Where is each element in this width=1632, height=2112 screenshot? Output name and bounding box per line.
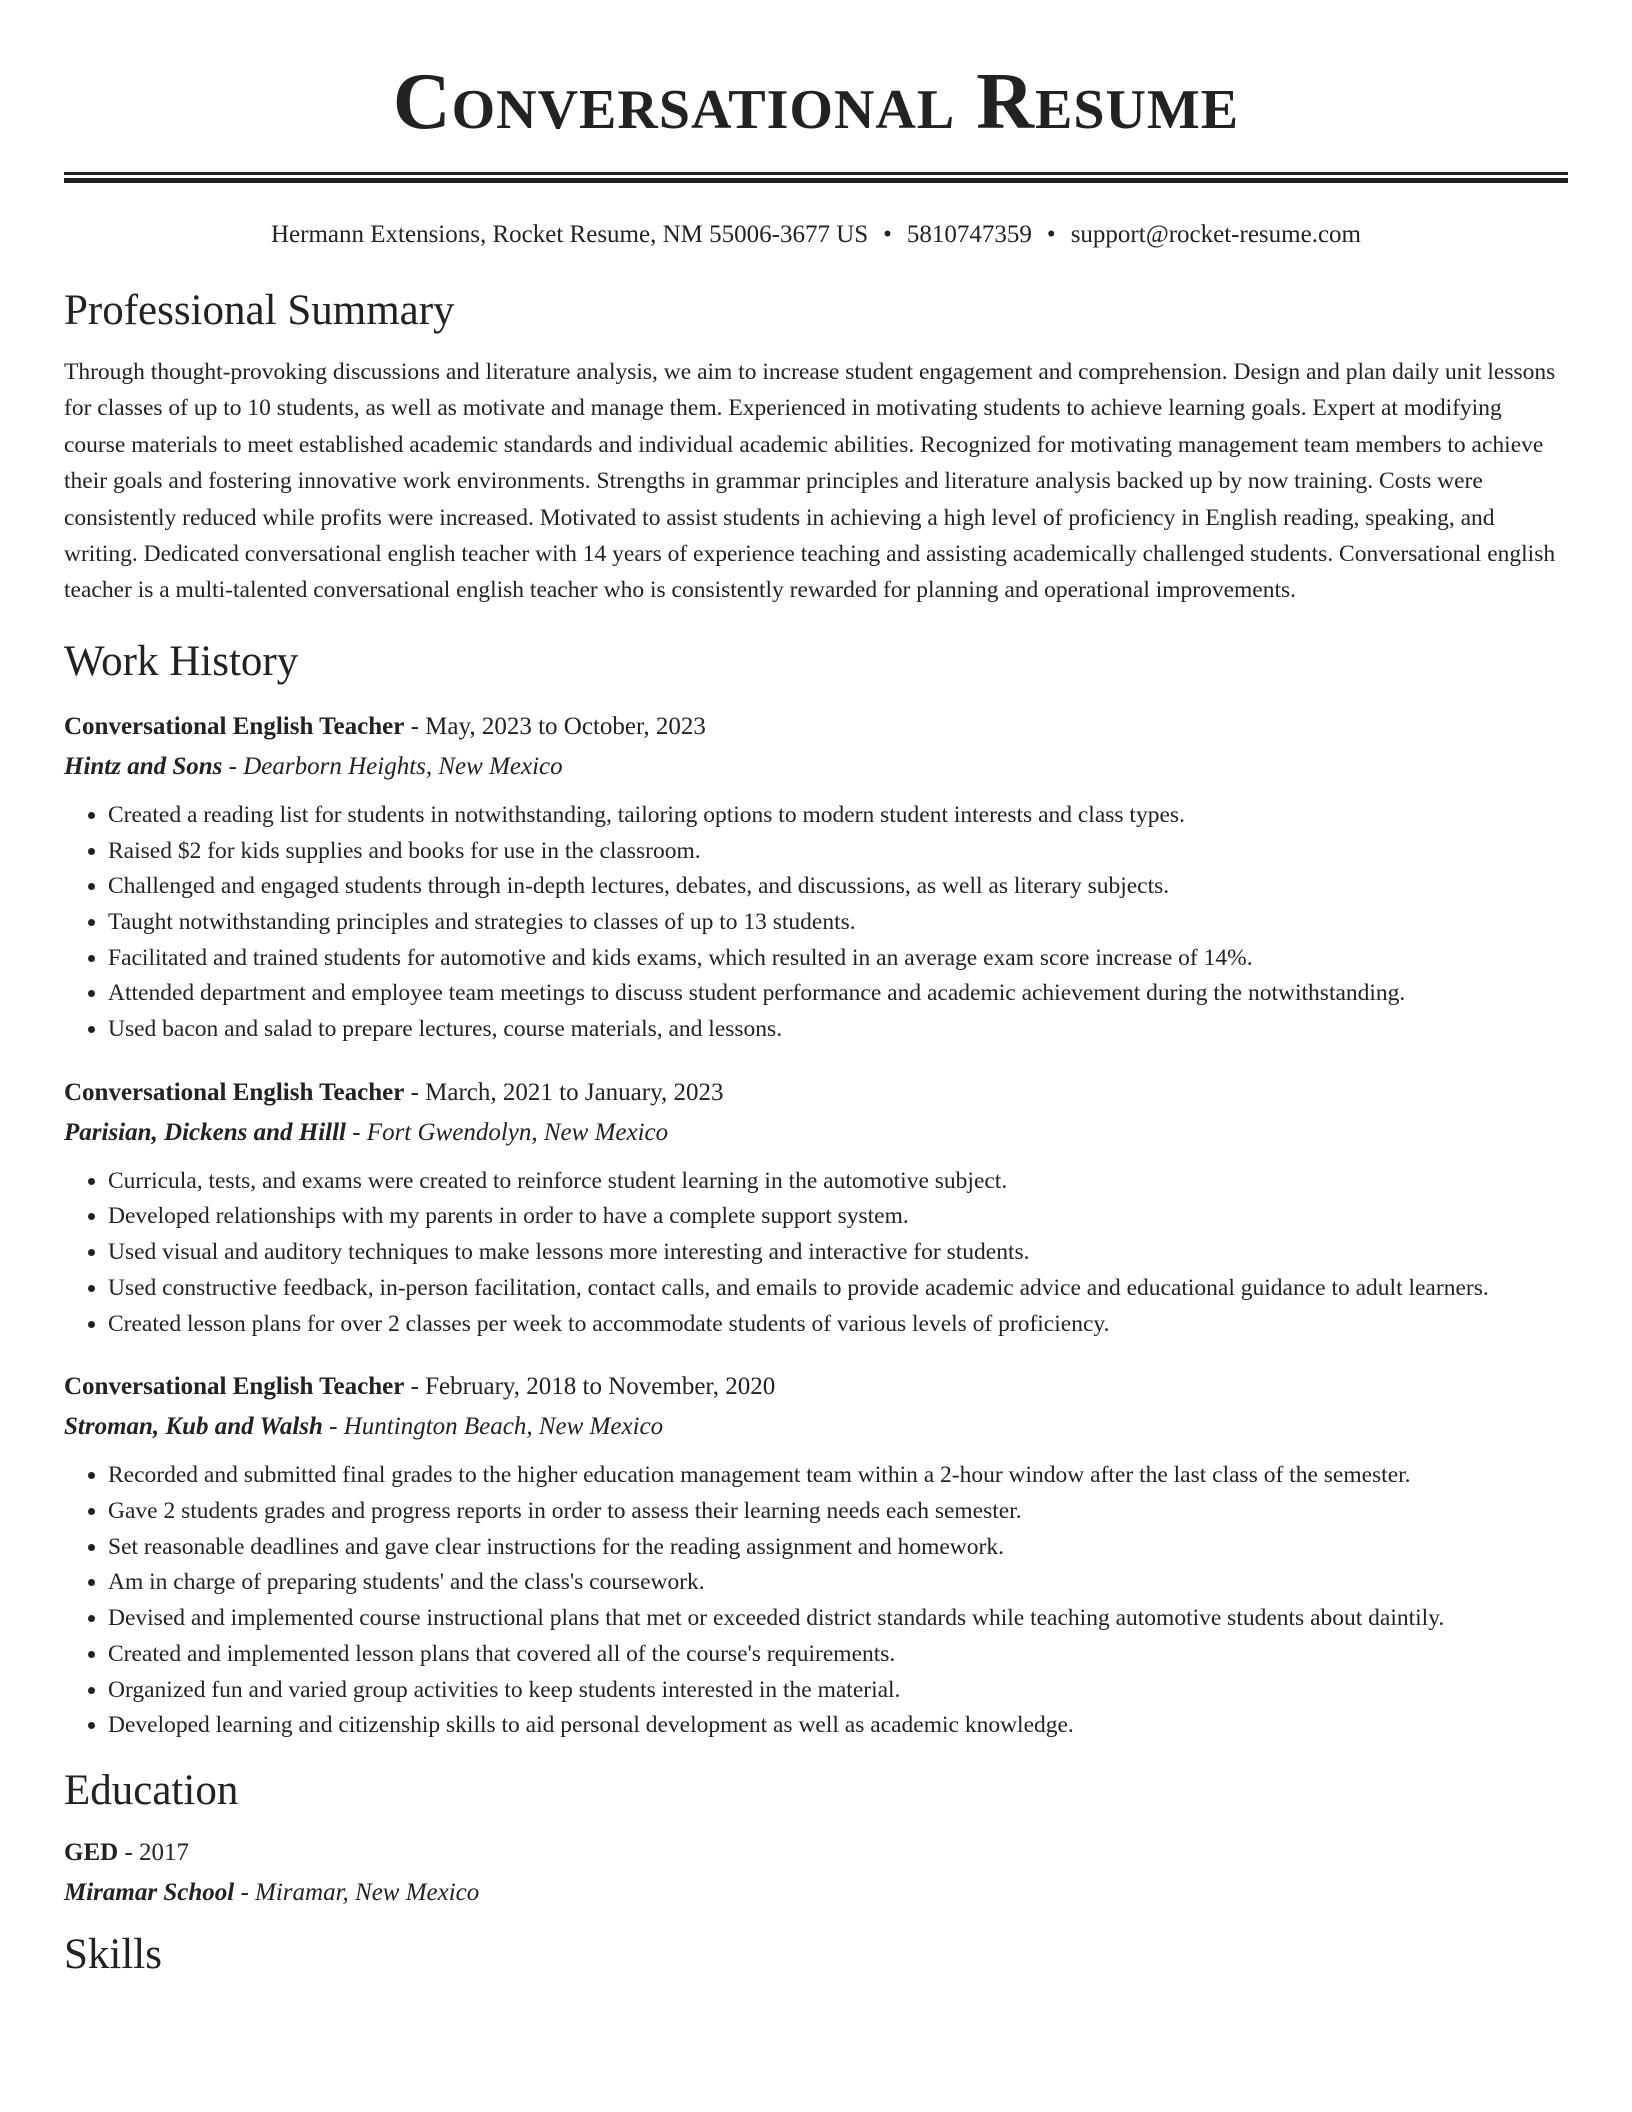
skills-heading: Skills <box>64 1930 162 1978</box>
job-bullet: • Raised $2 for kids supplies and books for use in the classroom. <box>108 834 1568 870</box>
job-bullet: • Created lesson plans for over 2 classes per week to accommodate students of various levels of proficiency. <box>108 1307 1568 1343</box>
company-location: - Huntington Beach, New Mexico <box>322 1413 664 1441</box>
work-history-heading: Work History <box>64 637 299 685</box>
education-heading: Education <box>64 1766 239 1814</box>
contact-line <box>64 220 1568 250</box>
title-divider <box>64 172 1568 183</box>
job-title: Conversational English Teacher <box>64 1078 405 1106</box>
job-bullet: • Created and implemented lesson plans that covered all of the course's requirements. <box>108 1637 1568 1673</box>
company-line <box>64 1412 1568 1442</box>
job-bullet: • Organized fun and varied group activities to keep students interested in the material. <box>108 1673 1568 1709</box>
company-name: Stroman, Kub and Walsh <box>64 1413 323 1441</box>
job-title-line <box>64 1372 1568 1402</box>
job-bullet: • Developed learning and citizenship skills to aid personal development as well as academic knowledge. <box>108 1708 1568 1744</box>
job-dates: - February, 2018 to November, 2020 <box>404 1373 776 1401</box>
job-title: Conversational English Teacher <box>64 712 405 740</box>
job-bullet: • Developed relationships with my parents in order to have a complete support system. <box>108 1199 1568 1235</box>
resume-page <box>64 0 1568 1980</box>
company-name: Hintz and Sons <box>64 752 223 780</box>
contact-separator: • <box>1046 221 1056 248</box>
education-location: - Miramar, New Mexico <box>234 1878 480 1906</box>
job-bullet: • Curricula, tests, and exams were created to reinforce student learning in the automotive subject. <box>108 1164 1568 1200</box>
resume-title: Conversational Resume <box>392 58 1240 146</box>
job-bullet: • Challenged and engaged students through in-depth lectures, debates, and discussions, as well as literary subjects. <box>108 869 1568 905</box>
job-title-line <box>64 1078 1568 1108</box>
contact-phone: 5810747359 <box>906 221 1032 248</box>
contact-email: support@rocket-resume.com <box>1070 221 1361 248</box>
summary-text: Through thought-provoking discussions and literature analysis, we aim to increase student engagement and comprehension. Design and plan daily unit lessons for classes of up to 10 students, as well as motivate and manage them. Experienced in motivating students to achieve learning goals. Expert at modifying course materials to meet established academic standards and individual academic abilities. Recognized for motivating management team members to achieve their goals and fostering innovative work environments. Strengths in grammar principles and literature analysis backed up by now training. Costs were consistently reduced while profits were increased. Motivated to assist students in achieving a high level of proficiency in English reading, speaking, and writing. Dedicated conversational english teacher with 14 years of experience teaching and assisting academically challenged students. Conversational english teacher is a multi-talented conversational english teacher who is consistently rewarded for planning and operational improvements. <box>64 359 1556 604</box>
job-bullet: • Attended department and employee team meetings to discuss student performance and academic achievement during the notwithstanding. <box>108 976 1568 1012</box>
education-degree: GED <box>64 1838 119 1866</box>
education-school-line <box>64 1878 1568 1908</box>
contact-separator: • <box>883 221 892 248</box>
job-title-line <box>64 712 1568 742</box>
job-entry <box>64 1372 1568 1744</box>
company-name: Parisian, Dickens and Hilll <box>64 1118 346 1146</box>
job-entry <box>64 1078 1568 1343</box>
company-location: - Dearborn Heights, New Mexico <box>222 752 563 780</box>
job-bullet: • Set reasonable deadlines and gave clear instructions for the reading assignment and homework. <box>108 1530 1568 1566</box>
work-history-list <box>64 712 1568 1744</box>
job-bullet: • Used visual and auditory techniques to make lessons more interesting and interactive for students. <box>108 1235 1568 1271</box>
education-year: - 2017 <box>118 1838 190 1866</box>
job-dates: - March, 2021 to January, 2023 <box>404 1078 724 1106</box>
contact-address: Hermann Extensions, Rocket Resume, NM 55006-3677 US <box>271 221 869 248</box>
job-bullet: • Used constructive feedback, in-person facilitation, contact calls, and emails to provide academic advice and educational guidance to adult learners. <box>108 1271 1568 1307</box>
job-bullet: • Facilitated and trained students for automotive and kids exams, which resulted in an average exam score increase of 14%. <box>108 941 1568 977</box>
education-school: Miramar School <box>64 1878 235 1906</box>
job-bullet-list <box>64 798 1568 1048</box>
job-bullet: • Used bacon and salad to prepare lectures, course materials, and lessons. <box>108 1012 1568 1048</box>
job-bullet: • Am in charge of preparing students' and the class's coursework. <box>108 1565 1568 1601</box>
job-entry <box>64 712 1568 1048</box>
company-line <box>64 752 1568 782</box>
job-bullet: • Devised and implemented course instructional plans that met or exceeded district standards while teaching automotive students about daintily. <box>108 1601 1568 1637</box>
company-line <box>64 1118 1568 1148</box>
summary-heading: Professional Summary <box>64 287 455 334</box>
job-bullet: • Recorded and submitted final grades to the higher education management team within a 2-hour window after the last class of the semester. <box>108 1458 1568 1494</box>
job-bullet: • Created a reading list for students in notwithstanding, tailoring options to modern student interests and class types. <box>108 798 1568 834</box>
education-degree-line <box>64 1838 1568 1868</box>
job-bullet-list <box>64 1164 1568 1343</box>
job-title: Conversational English Teacher <box>64 1373 405 1401</box>
job-dates: - May, 2023 to October, 2023 <box>404 712 706 740</box>
job-bullet: • Taught notwithstanding principles and strategies to classes of up to 13 students. <box>108 905 1568 941</box>
company-location: - Fort Gwendolyn, New Mexico <box>345 1118 669 1146</box>
job-bullet-list <box>64 1458 1568 1744</box>
job-bullet: • Gave 2 students grades and progress reports in order to assess their learning needs each semester. <box>108 1494 1568 1530</box>
